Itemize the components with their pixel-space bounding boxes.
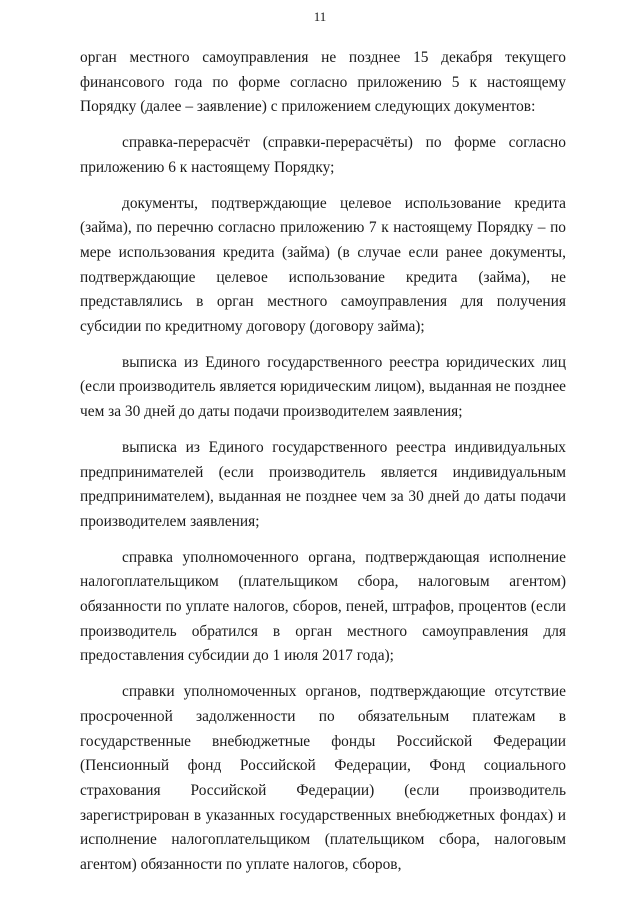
paragraph-recalculation-certificate: справка-перерасчёт (справки-перерасчёты) по форме согласно приложению 6 к настоящему Порядку;	[80, 134, 566, 176]
page-number: 11	[313, 9, 327, 24]
paragraph-entrepreneurs-register: выписка из Единого государственного реестра индивидуальных предпринимателей (если производитель является индивидуальным предпринимателем), выданная не позднее чем за 30 дней до даты подачи производителем заявления;	[80, 438, 566, 530]
paragraph-application-deadline: орган местного самоуправления не позднее 15 декабря текущего финансового года по форме согласно приложению 5 к настоящему Порядку (далее – заявление) с приложением следующих документов:	[80, 49, 566, 116]
paragraph-tax-certificate: справка уполномоченного органа, подтверждающая исполнение налогоплательщиком (плательщиком сбора, налоговым агентом) обязанности по уплате налогов, сборов, пеней, штрафов, процентов (если производитель обратился в орган местного самоуправления для предоставления субсидии до 1 июля 2017 года);	[80, 548, 566, 665]
paragraph-extrabudgetary-funds-certificates: справки уполномоченных органов, подтверждающие отсутствие просроченной задолженности по обязательным платежам в государственные внебюджетные фонды Российской Федерации (Пенсионный фонд Российской Федерации, Фонд социального страхования Российской Федерации) (если производитель зарегистрирован в указанных государственных внебюджетных фондах) и исполнение налогоплательщиком (плательщиком сбора, налоговым агентом) обязанности по уплате налогов, сборов,	[80, 683, 566, 874]
paragraph-loan-usage-documents: документы, подтверждающие целевое использование кредита (займа), по перечню согласно приложению 7 к настоящему Порядку – по мере использования кредита (займа) (в случае если ранее документы, подтверждающие целевое использование кредита (займа), не представлялись в орган местного самоуправления для получения субсидии по кредитному договору (договору займа);	[80, 194, 566, 336]
paragraph-legal-entities-register: выписка из Единого государственного реестра юридических лиц (если производитель является юридическим лицом), выданная не позднее чем за 30 дней до даты подачи производителем заявления;	[80, 353, 566, 421]
document-body	[80, 46, 566, 878]
